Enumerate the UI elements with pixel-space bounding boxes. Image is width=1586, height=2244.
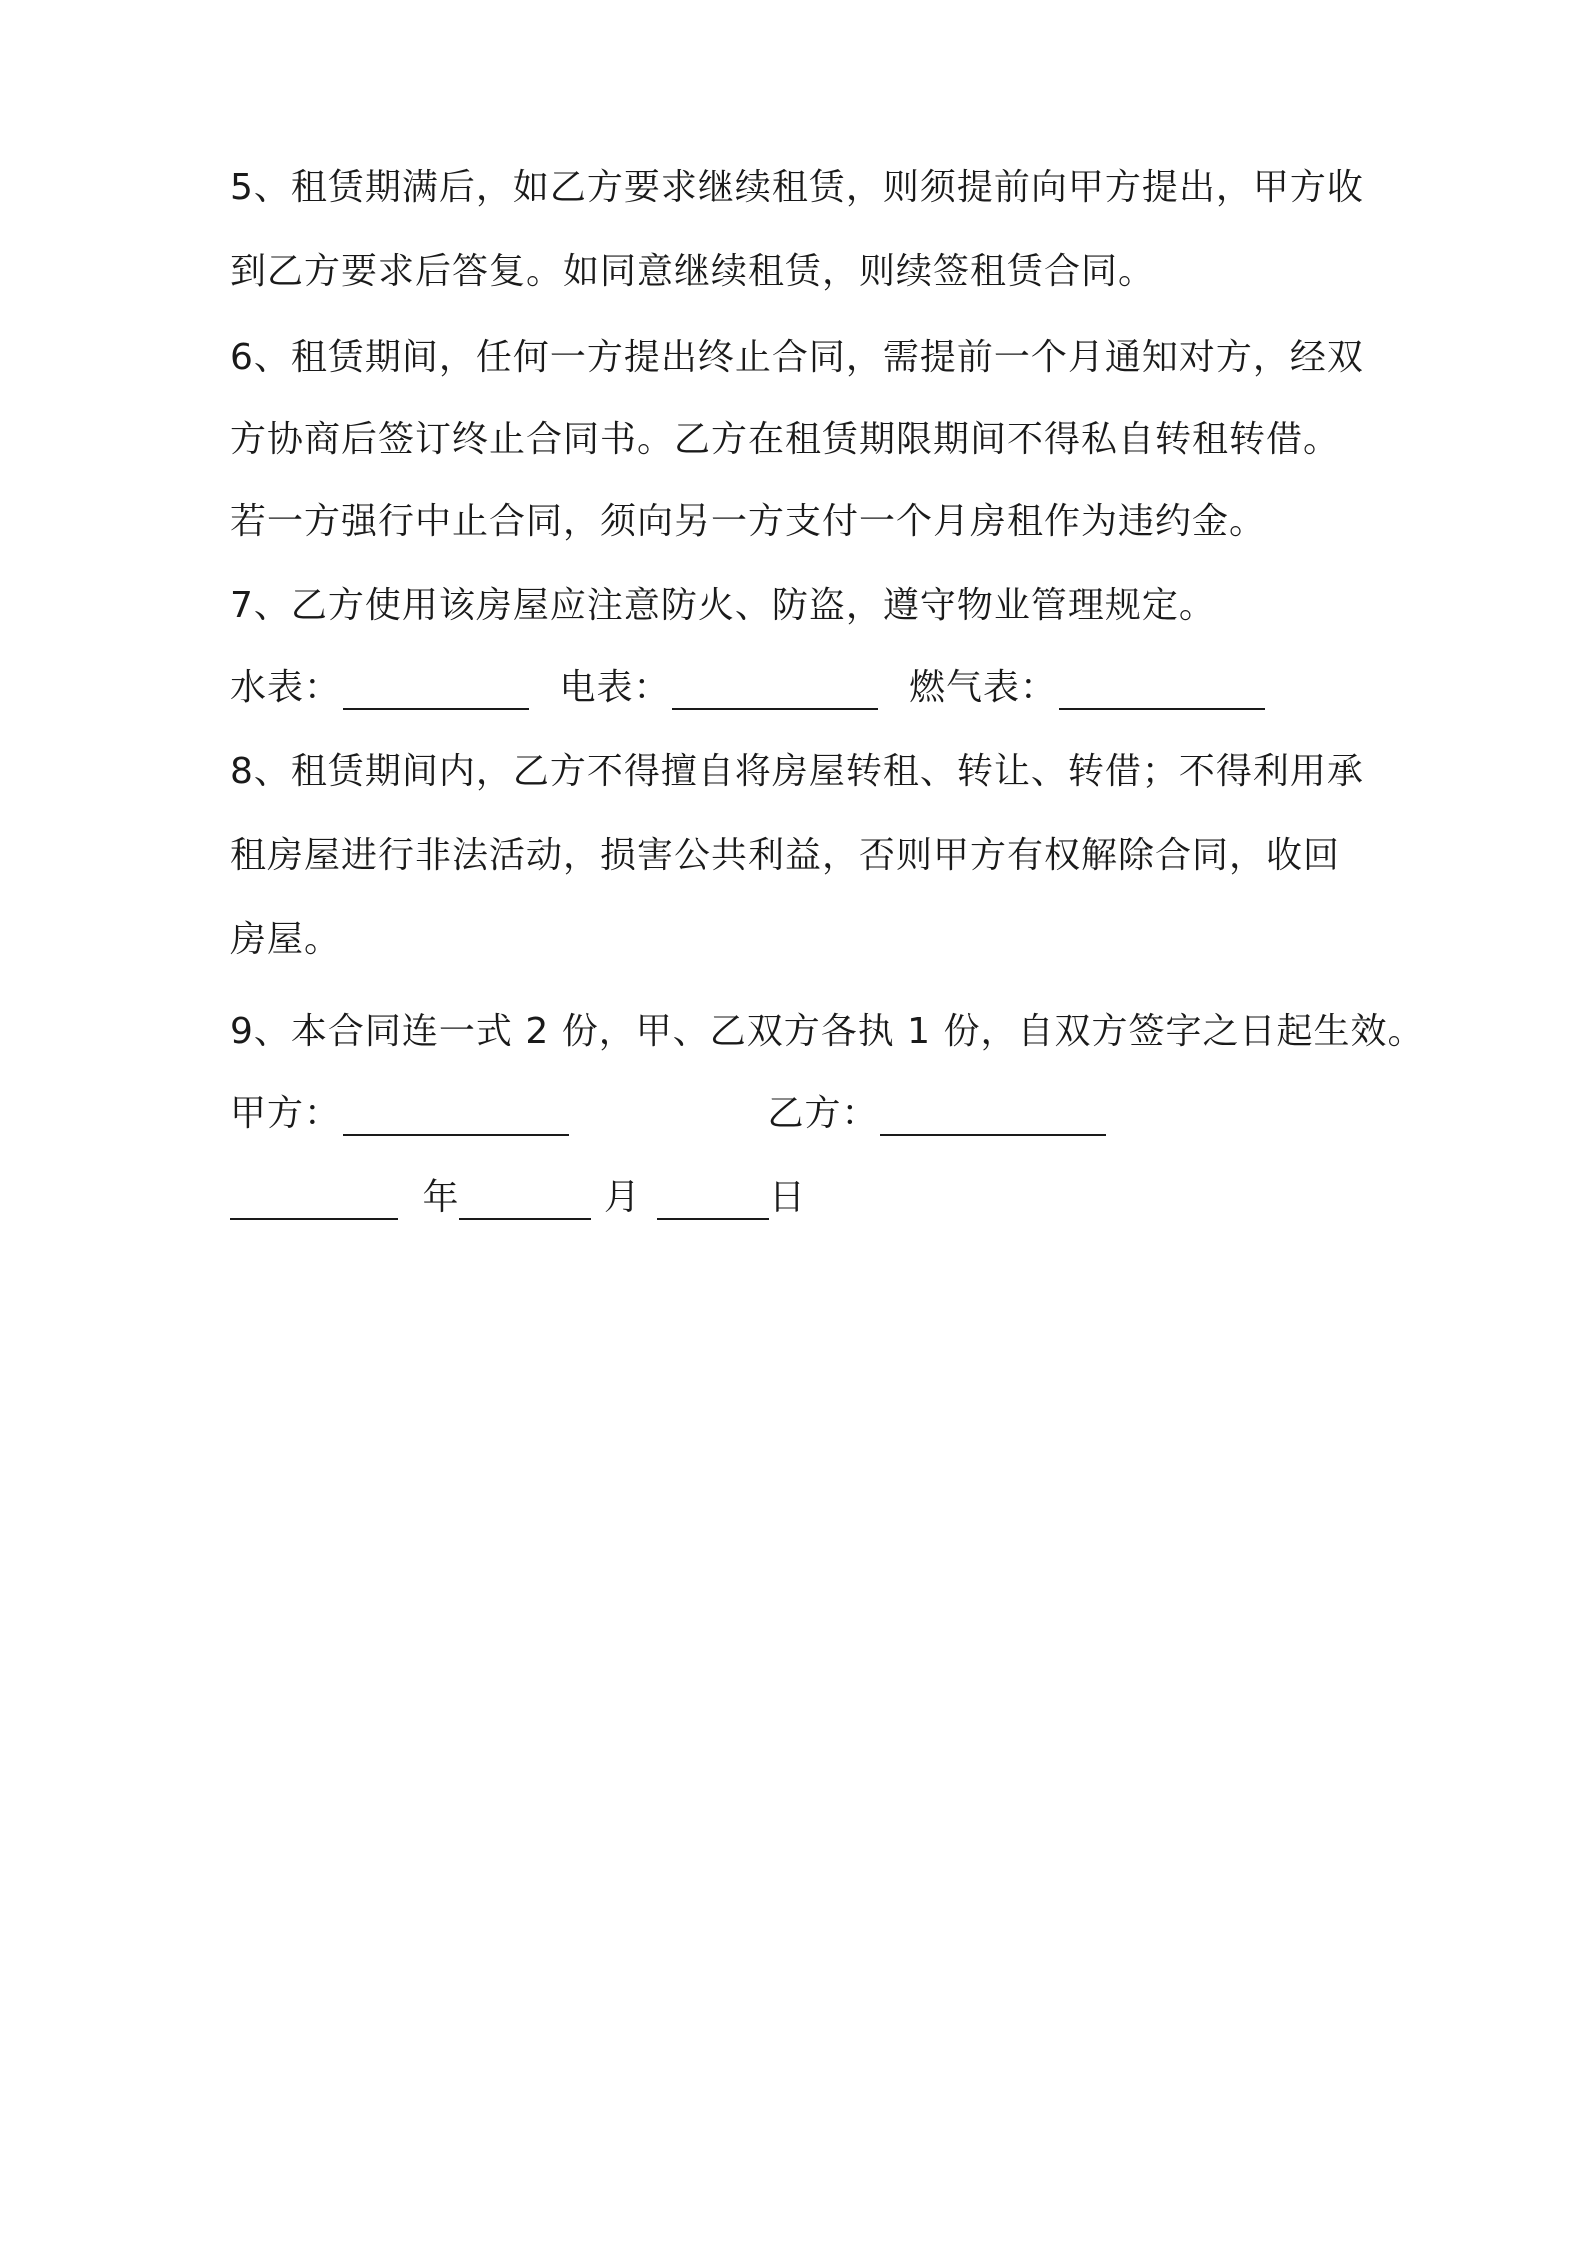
- clause-8-line-2: 租房屋进行非法活动，损害公共利益，否则甲方有权解除合同，收回: [230, 835, 1341, 876]
- party-a-label: 甲方：: [230, 1093, 342, 1134]
- signature-row: [230, 1092, 1106, 1136]
- date-row: [230, 1176, 806, 1220]
- clause-9-line-1: 9、本合同连一式 2 份，甲、乙双方各执 1 份，自双方签字之日起生效。: [230, 1011, 1425, 1052]
- day-label: 日: [768, 1177, 806, 1218]
- electric-meter-label: 电表：: [559, 667, 671, 708]
- clause-7-line-1: 7、乙方使用该房屋应注意防火、防盗，遵守物业管理规定。: [230, 585, 1216, 626]
- clause-6-line-3: 若一方强行中止合同，须向另一方支付一个月房租作为违约金。: [230, 501, 1267, 542]
- party-b-label: 乙方：: [767, 1093, 879, 1134]
- year-label: 年: [422, 1177, 460, 1218]
- day-blank[interactable]: [657, 1178, 769, 1220]
- clause-6-line-1: 6、租赁期间，任何一方提出终止合同，需提前一个月通知对方，经双: [230, 337, 1364, 378]
- year-blank[interactable]: [230, 1178, 398, 1220]
- water-meter-blank[interactable]: [343, 668, 529, 710]
- water-meter-label: 水表：: [230, 667, 342, 708]
- meter-row: [230, 666, 1265, 710]
- electric-meter-blank[interactable]: [672, 668, 878, 710]
- month-blank[interactable]: [459, 1178, 591, 1220]
- clause-6-line-2: 方协商后签订终止合同书。乙方在租赁期限期间不得私自转租转借。: [230, 419, 1341, 460]
- clause-5-line-1: 5、租赁期满后，如乙方要求继续租赁，则须提前向甲方提出，甲方收: [230, 167, 1364, 208]
- gas-meter-label: 燃气表：: [908, 667, 1057, 708]
- clause-8-line-3: 房屋。: [230, 919, 342, 960]
- clause-5-line-2: 到乙方要求后答复。如同意继续租赁，则续签租赁合同。: [230, 251, 1156, 292]
- clause-8-line-1: 8、租赁期间内，乙方不得擅自将房屋转租、转让、转借；不得利用承: [230, 751, 1364, 792]
- gas-meter-blank[interactable]: [1059, 668, 1265, 710]
- party-b-signature-blank[interactable]: [880, 1094, 1106, 1136]
- party-a-signature-blank[interactable]: [343, 1094, 569, 1136]
- month-label: 月: [603, 1177, 641, 1218]
